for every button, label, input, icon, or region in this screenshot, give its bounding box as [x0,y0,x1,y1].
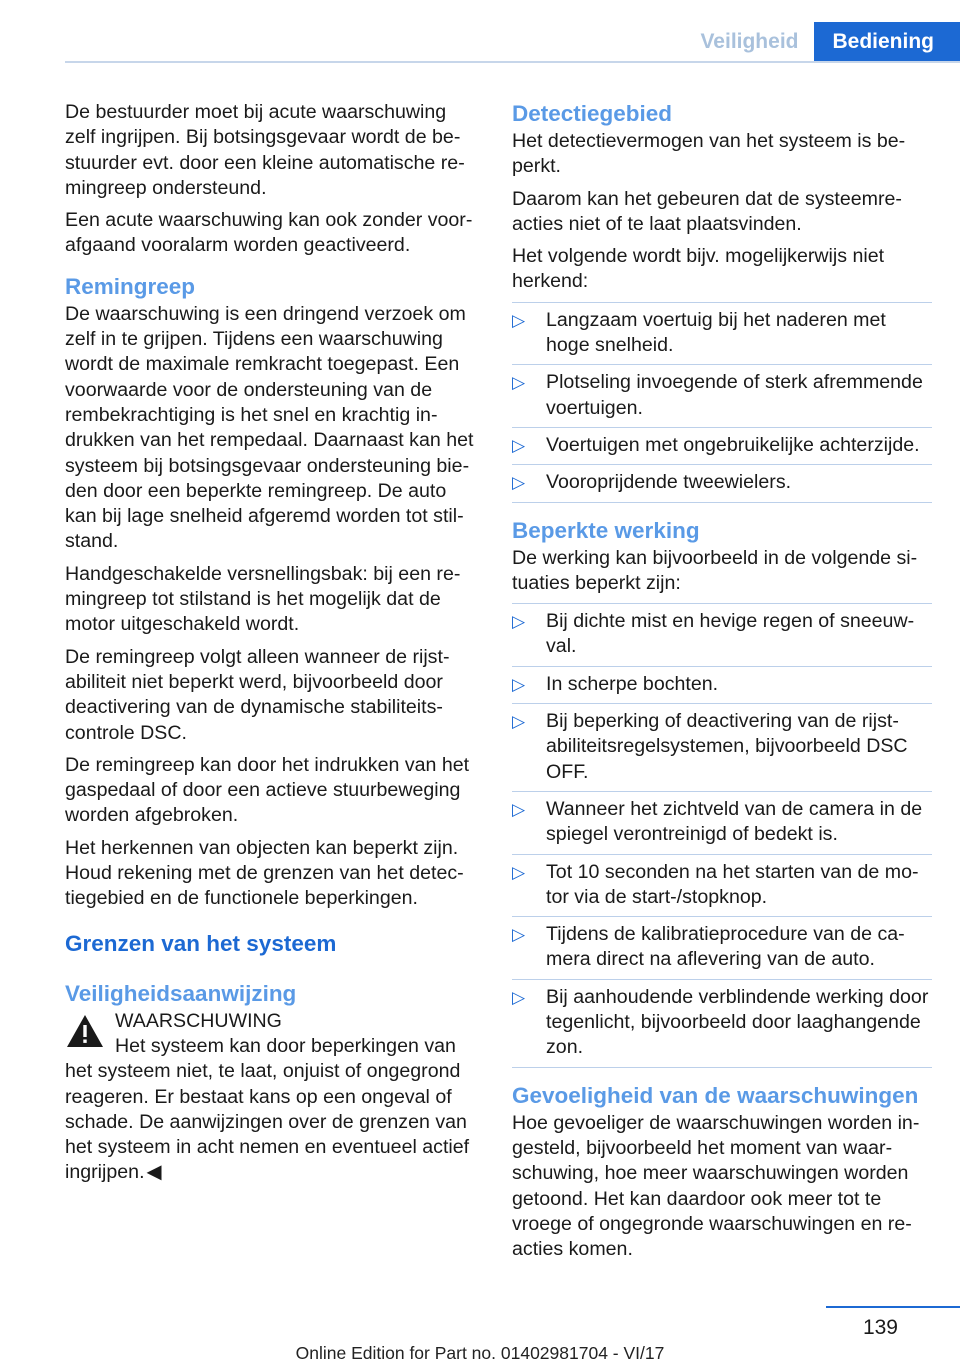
bullet-triangle-icon: ▷ [512,987,526,1007]
list-item [512,604,932,667]
list-item [512,917,932,980]
bullet-triangle-icon: ▷ [512,435,526,455]
paragraph: Het detectievermogen van het systeem is beperkt. [512,130,906,178]
paragraph: Handgeschakelde versnellingsbak: bij een remingreep tot stilstand is het mogelijk dat de motor uitgeschakeld wordt. [65,562,461,636]
list-item [512,428,932,465]
list-item-text: Langzaam voertuig bij het naderen met hoge snelheid. [546,308,886,357]
paragraph: De bestuurder moet bij acute waarschuwing zelf ingrijpen. Bij botsingsgevaar wordt de bestuurder evt. door een kleine automatische remingreep ondersteund. [65,101,465,199]
bullet-triangle-icon: ▷ [512,674,526,694]
paragraph: Het herkennen van objecten kan beperkt zijn. Houd rekening met de grenzen van het detectiegebied en de functionele beperkingen. [65,836,464,910]
paragraph: De remingreep volgt alleen wanneer de rijstabiliteit niet beperkt werd, bijvoorbeeld door deactivering van de dynamische stabiliteitscontrole DSC. [65,645,450,744]
warning-text: Het systeem kan door beperkingen van het systeem niet, te laat, onjuist of ongegrond reageren. Er bestaat kans op een ongeval of schade. De aanwijzingen over de grenzen van het systeem in acht nemen en eventueel actief ingrijpen. [65,1034,470,1184]
tab-veiligheid[interactable]: Veiligheid [700,30,799,53]
bullet-triangle-icon: ▷ [512,612,526,632]
list-item-text: Tijdens de kalibratieprocedure van de camera direct na aflevering van de auto. [546,923,905,971]
paragraph: De remingreep kan door het indrukken van het gaspedaal of door een actieve stuurbeweging worden afgebroken. [65,753,470,827]
page-number: 139 [862,1316,898,1339]
list-item-text: Bij dichte mist en hevige regen of sneeuwval. [546,610,915,658]
chapter-heading-grenzen: Grenzen van het systeem [65,930,337,956]
list-item-text: Tot 10 seconden na het starten van de motor via de start-/stopknop. [546,860,919,908]
list-item-text: Plotseling invoegende of sterk afremmende voertuigen. [546,371,923,419]
paragraph: Hoe gevoeliger de waarschuwingen worden ingesteld, bijvoorbeeld het moment van waarschuwing, hoe meer waarschuwingen worden getoond. Het kan daardoor ook meer tot te vroege of ongegronde waarschuwingen en reacties komen. [512,1111,920,1261]
bullet-triangle-icon: ▷ [512,473,526,493]
warning-body [65,1034,480,1186]
list-item [512,365,932,428]
footer-divider [826,1306,960,1308]
bullet-triangle-icon: ▷ [512,712,526,732]
paragraph: Het volgende wordt bijv. mogelijkerwijs niet herkend: [512,245,885,293]
section-heading-veiligheidsaanwijzing: Veiligheidsaanwijzing [65,980,297,1006]
warning-block [65,1009,480,1186]
list-item-text: Vooroprijdende tweewielers. [546,471,792,494]
tab-bediening[interactable]: Bediening [814,22,960,62]
list-item-text: Wanneer het zichtveld van de camera in de spiegel verontreinigd of bedekt is. [546,797,923,846]
bullet-triangle-icon: ▷ [512,310,526,330]
edition-footer: Online Edition for Part no. 01402981704 - VI/17 [295,1343,665,1363]
paragraph: Een acute waarschuwing kan ook zonder voorafgaand vooralarm worden geactiveerd. [65,209,473,257]
warning-title: WAARSCHUWING [115,1009,282,1032]
bullet-triangle-icon: ▷ [512,925,526,945]
detection-limits-list [512,302,932,503]
list-item-text: Bij beperking of deactivering van de rijstabiliteitsregelsystemen, bijvoorbeeld DSC OFF. [546,710,908,783]
paragraph: De werking kan bijvoorbeeld in de volgende situaties beperkt zijn: [512,546,918,594]
list-item [512,855,932,918]
list-item-text: Voertuigen met ongebruikelijke achterzijde. [546,433,920,456]
bullet-triangle-icon: ▷ [512,373,526,393]
warning-triangle-icon [65,1013,105,1049]
section-heading-gevoeligheid: Gevoeligheid van de waarschuwingen [512,1082,919,1108]
bullet-triangle-icon: ▷ [512,799,526,819]
bullet-triangle-icon: ▷ [512,862,526,882]
paragraph: Daarom kan het gebeuren dat de systeemreacties niet of te laat plaatsvinden. [512,187,902,235]
header-tabs [684,22,960,62]
section-heading-beperkte-werking: Beperkte werking [512,517,700,543]
list-item [512,980,932,1068]
section-heading-detectiegebied: Detectiegebied [512,101,673,126]
list-item-text: In scherpe bochten. [546,672,719,695]
list-item [512,667,932,704]
list-item-text: Bij aanhoudende verblindende werking door tegenlicht, bijvoorbeeld door laaghangende zon. [546,985,929,1059]
section-heading-remingreep: Remingreep [65,273,196,299]
list-item [512,704,932,792]
paragraph: De waarschuwing is een dringend verzoek om zelf in te grijpen. Tijdens een waarschuwing wordt de maximale remkracht toegepast. Een voorwaarde voor de ondersteuning van de rembekrachtiging is het snel en krachtig indrukken van het rempedaal. Daarnaast kan het systeem bij botsingsgevaar ondersteuning bieden door een beperkte remingreep. De auto kan bij lage snelheid afgeremd worden tot stilstand. [65,302,474,553]
limited-function-list [512,603,932,1067]
left-column [65,100,480,1186]
header-divider [65,61,960,63]
right-column [512,100,932,1269]
list-item [512,303,932,366]
list-item [512,465,932,502]
end-mark-icon: ◀ [146,1161,162,1184]
list-item [512,792,932,855]
